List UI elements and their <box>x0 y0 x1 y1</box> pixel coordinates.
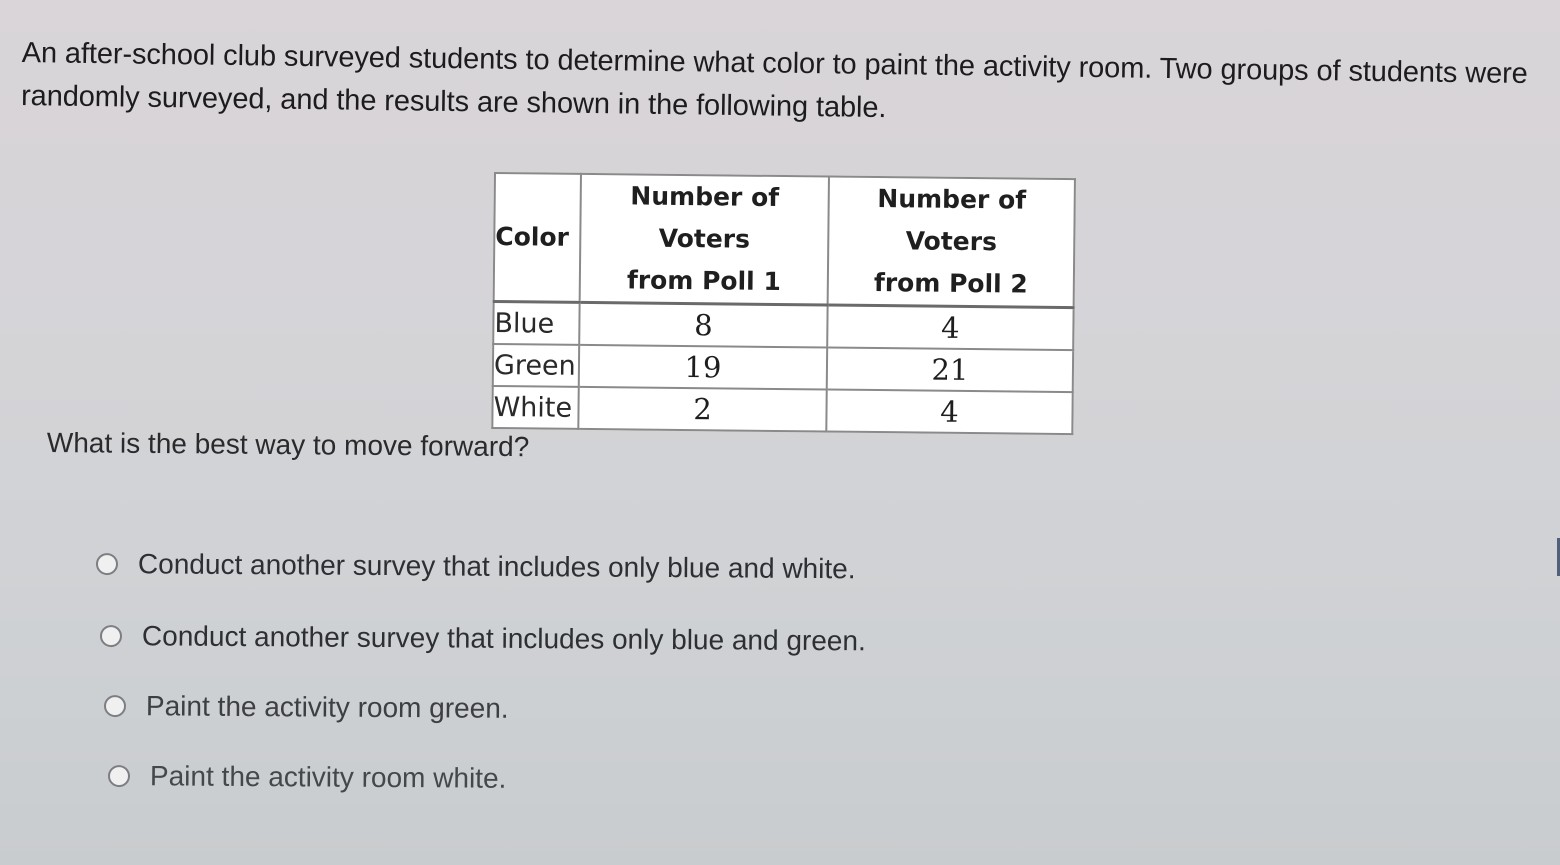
table-row <box>493 344 1073 392</box>
question-prompt: An after-school club surveyed students to determine what color to paint the activity room. Two groups of students were randomly surveyed, and the results are shown in the following table. <box>20 36 1528 125</box>
radio-button-icon[interactable] <box>96 553 118 575</box>
answer-option-label: Conduct another survey that includes only blue and white. <box>137 548 856 585</box>
question-ask: What is the best way to move forward? <box>46 427 530 463</box>
poll-2-value: 21 <box>827 347 1073 392</box>
poll-2-value: 4 <box>826 389 1072 434</box>
header-color: Color <box>494 173 581 302</box>
poll-results-table-container <box>491 172 1076 435</box>
answer-option-a[interactable] <box>96 548 856 585</box>
answer-option-label: Conduct another survey that includes only blue and green. <box>141 620 866 657</box>
radio-button-icon[interactable] <box>108 765 130 787</box>
header-poll-2 <box>828 177 1075 308</box>
poll-1-value: 2 <box>578 387 826 432</box>
answer-option-label: Paint the activity room green. <box>145 690 509 724</box>
header-poll-2-line-1: Number of Voters <box>877 184 1027 257</box>
answer-option-b[interactable] <box>100 620 866 657</box>
radio-button-icon[interactable] <box>104 695 126 717</box>
header-poll-1 <box>580 174 829 305</box>
answer-option-label: Paint the activity room white. <box>149 760 507 794</box>
header-poll-1-line-1: Number of Voters <box>630 181 780 254</box>
row-color-label: Blue <box>493 302 579 345</box>
answer-option-d[interactable] <box>108 760 507 795</box>
table-header-row <box>494 173 1075 308</box>
radio-button-icon[interactable] <box>100 625 122 647</box>
table-row <box>493 302 1073 351</box>
poll-results-table <box>491 172 1076 435</box>
table-row <box>492 386 1072 434</box>
row-color-label: Green <box>493 344 579 387</box>
answer-option-c[interactable] <box>104 690 509 725</box>
header-poll-1-line-2: from Poll 1 <box>626 265 781 297</box>
row-color-label: White <box>492 386 578 429</box>
poll-2-value: 4 <box>827 305 1073 350</box>
poll-1-value: 8 <box>579 302 827 347</box>
header-poll-2-line-2: from Poll 2 <box>873 267 1028 299</box>
poll-1-value: 19 <box>579 345 827 390</box>
